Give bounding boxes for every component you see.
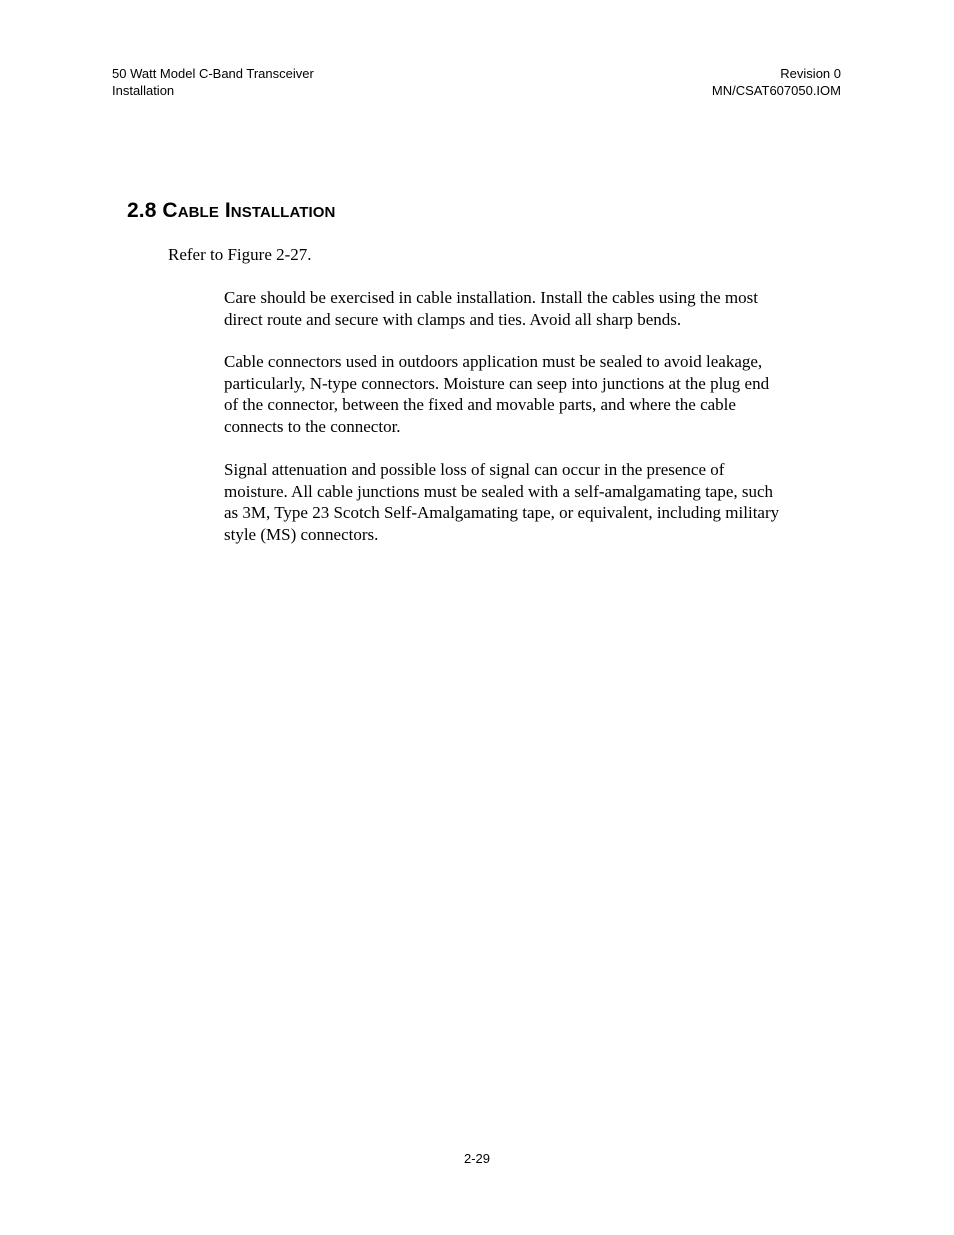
- figure-reference: Refer to Figure 2-27.: [168, 245, 312, 264]
- chapter-name: Installation: [112, 82, 175, 98]
- text-line: connects to the connector.: [224, 416, 401, 436]
- header-left: [112, 66, 314, 99]
- text-line: of the connector, between the fixed and movable parts, and where the cable: [224, 395, 736, 414]
- text-line: Care should be exercised in cable installation. Install the cables using the most: [224, 288, 758, 307]
- text-line: Signal attenuation and possible loss of signal can occur in the presence of: [224, 460, 725, 479]
- text-line: as 3M, Type 23 Scotch Self-Amalgamating tape, or equivalent, including military: [224, 503, 780, 522]
- section-heading: 2.8 Cable Installation: [127, 199, 336, 222]
- page-header: [112, 66, 841, 99]
- revision-label: Revision 0: [780, 66, 841, 81]
- text-line: moisture. All cable junctions must be sealed with a self-amalgamating tape, such: [224, 481, 774, 501]
- paragraph-connector-sealing: [224, 351, 844, 437]
- text-line: particularly, N-type connectors. Moisture can seep into junctions at the plug end: [224, 373, 770, 393]
- header-right: [712, 66, 841, 99]
- document-title: 50 Watt Model C-Band Transceiver: [112, 66, 314, 81]
- manual-number: MN/CSAT607050.IOM: [711, 82, 841, 98]
- paragraph-cable-care: [224, 287, 844, 330]
- page-number: 2-29: [463, 1151, 491, 1166]
- paragraph-signal-attenuation: [224, 459, 844, 545]
- text-line: Cable connectors used in outdoors application must be sealed to avoid leakage,: [224, 352, 763, 371]
- text-line: direct route and secure with clamps and ties. Avoid all sharp bends.: [224, 309, 682, 329]
- text-line: style (MS) connectors.: [224, 524, 379, 544]
